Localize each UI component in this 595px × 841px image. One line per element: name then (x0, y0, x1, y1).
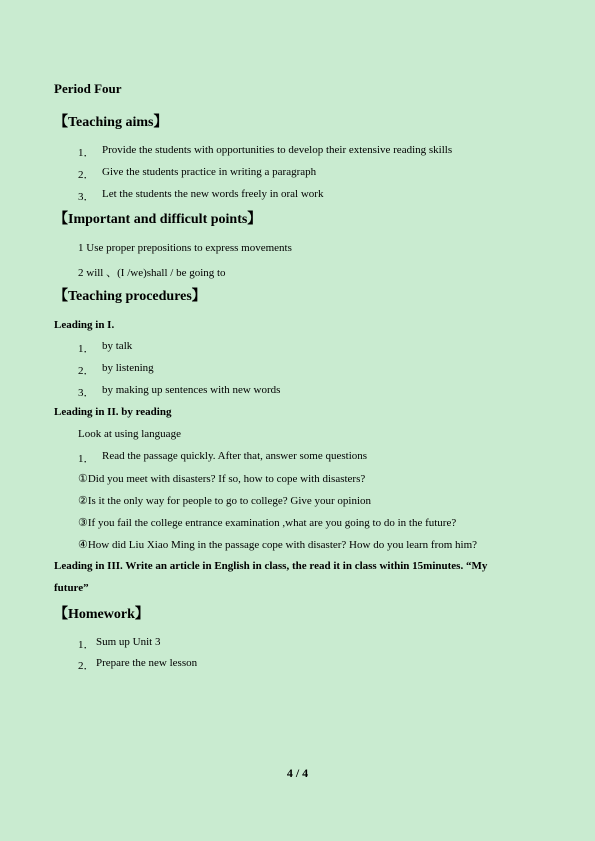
list-number: 1． (78, 639, 95, 651)
list-item: Prepare the new lesson (96, 657, 198, 669)
page-number: 4 / 4 (286, 766, 309, 780)
subheading-leading-in-3-continued: future” (54, 582, 89, 594)
question-item: ③If you fail the college entrance examination ,what are you going to do in the future? (78, 517, 457, 529)
subheading-leading-in-3: Leading in III. Write an article in English in class, the read it in class within 15minutes. “My (54, 560, 488, 572)
heading-important-points: 【Important and difficult points】 (54, 212, 262, 227)
list-item: by making up sentences with new words (102, 384, 281, 396)
list-item: by talk (102, 340, 133, 352)
list-number: 1． (78, 453, 95, 465)
subheading-leading-in-1: Leading in I. (54, 319, 115, 331)
list-item: by listening (102, 362, 154, 374)
list-number: 1． (78, 147, 95, 159)
question-item: ④How did Liu Xiao Ming in the passage cope with disaster? How do you learn from him? (78, 539, 478, 551)
heading-teaching-procedures: 【Teaching procedures】 (54, 289, 206, 304)
list-item: Give the students practice in writing a paragraph (102, 166, 317, 178)
list-number: 2． (78, 365, 95, 377)
question-item: ②Is it the only way for people to go to college? Give your opinion (78, 495, 372, 507)
list-item: Read the passage quickly. After that, answer some questions (102, 450, 368, 462)
subheading-leading-in-2: Leading in II. by reading (54, 406, 172, 418)
list-number: 3． (78, 191, 95, 203)
list-number: 2． (78, 169, 95, 181)
intro-text: Look at using language (78, 428, 181, 440)
heading-teaching-aims: 【Teaching aims】 (54, 115, 168, 130)
list-item: Let the students the new words freely in oral work (102, 188, 324, 200)
list-number: 1． (78, 343, 95, 355)
question-item: ①Did you meet with disasters? If so, how to cope with disasters? (78, 473, 366, 485)
list-item: Provide the students with opportunities to develop their extensive reading skills (102, 144, 453, 156)
page-title: Period Four (54, 81, 122, 96)
list-item: Sum up Unit 3 (96, 636, 161, 648)
list-number: 2． (78, 660, 95, 672)
heading-homework: 【Homework】 (54, 607, 149, 622)
list-item: 1 Use proper prepositions to express movements (78, 242, 292, 254)
list-item: 2 will 、(I /we)shall / be going to (78, 267, 226, 279)
list-number: 3． (78, 387, 95, 399)
